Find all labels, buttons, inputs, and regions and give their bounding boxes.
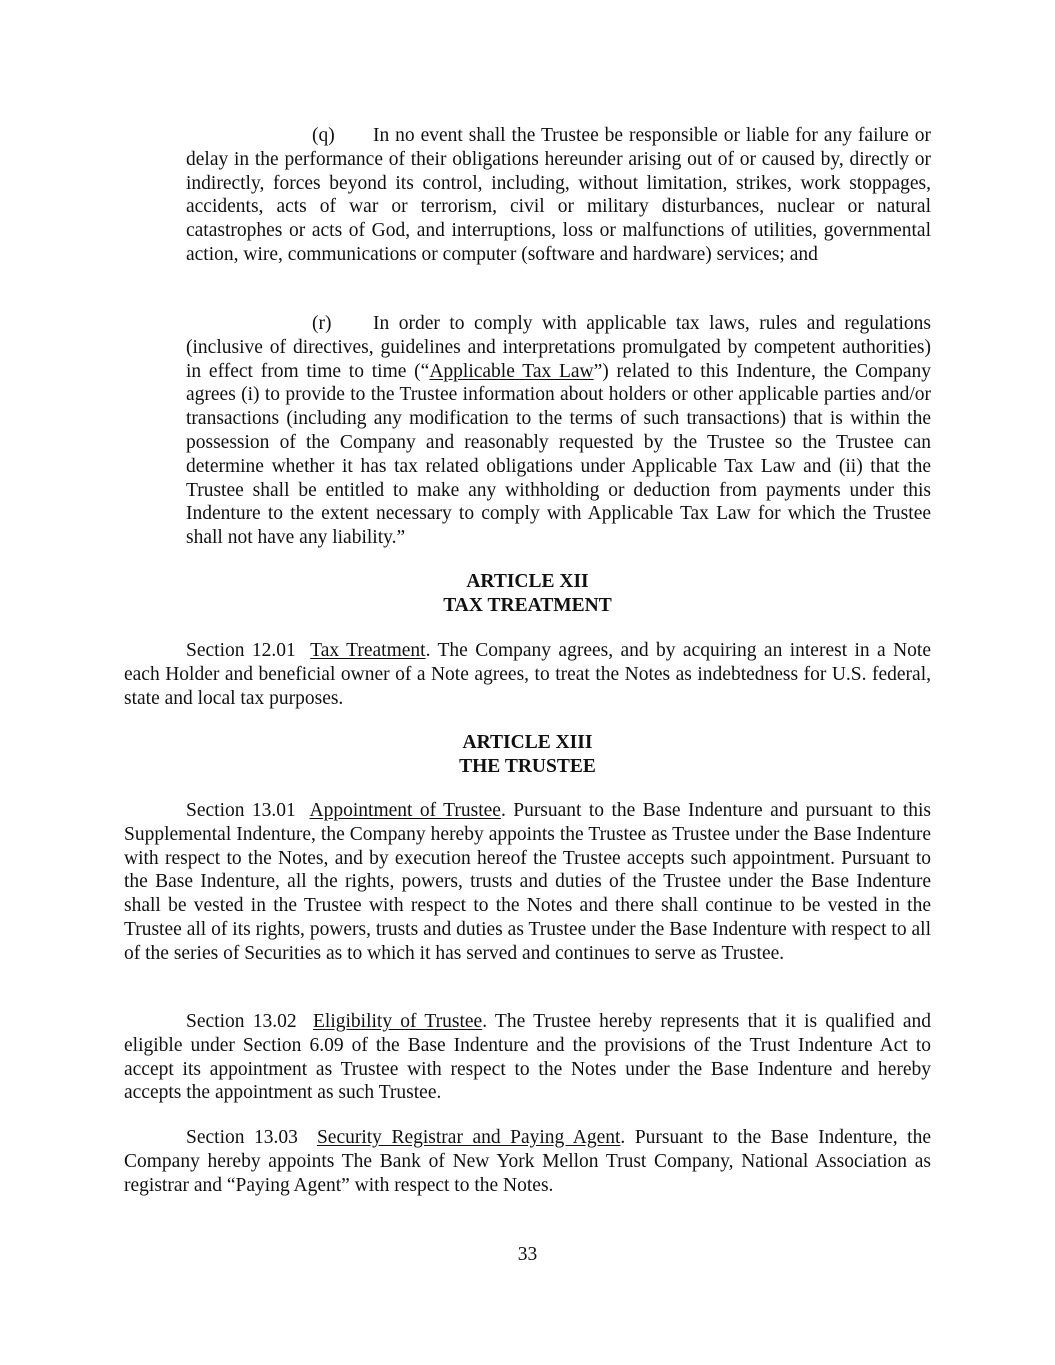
page-number: 33 bbox=[517, 1244, 538, 1265]
section-13-03-caption: Security Registrar and Paying Agent bbox=[316, 1127, 621, 1148]
section-13-01-text: . Pursuant to the Base Indenture and pursuant to this Supplemental Indenture, the Company hereby appoints the Trustee as Trustee under the Base Indenture with respect to the Notes, and by execution hereof the Trustee accepts such appointment. Pursuant to the Base Indenture, all the rights, powers, trusts and duties of the Trustee under the Base Indenture shall be vested in the Trustee with respect to the Notes and there shall continue to be vested in the Trustee all of its rights, powers, trusts and duties as Trustee under the Base Indenture with respect to all of the series of Securities as to which it has served and continues to serve as Trustee. bbox=[124, 800, 931, 964]
section-13-02 bbox=[124, 1010, 931, 1105]
section-12-01 bbox=[124, 639, 931, 710]
section-12-01-text: . The Company agrees, and by acquiring an interest in a Note each Holder and beneficial owner of a Note agrees, to treat the Notes as indebtedness for U.S. federal, state and local tax purposes. bbox=[124, 640, 931, 709]
article-xii-title: TAX TREATMENT bbox=[443, 595, 612, 616]
section-13-01-caption: Appointment of Trustee bbox=[309, 800, 501, 821]
article-xii-heading bbox=[124, 570, 931, 618]
paragraph-q bbox=[186, 124, 931, 267]
paragraph-q-label: (q) bbox=[312, 125, 335, 146]
paragraph-r bbox=[186, 312, 931, 550]
paragraph-r-label: (r) bbox=[312, 313, 332, 334]
article-xiii-number: ARTICLE XIII bbox=[462, 732, 593, 753]
paragraph-r-text-2: ”) related to this Indenture, the Company agrees (i) to provide to the Trustee information about holders or other applicable parties and/or transactions (including any modification to the terms of such transactions) that is within the possession of the Company and reasonably requested by the Trustee so the Trustee can determine whether it has tax related obligations under Applicable Tax Law and (ii) that the Trustee shall be entitled to make any withholding or deduction from payments under this Indenture to the extent necessary to comply with Applicable Tax Law for which the Trustee shall not have any liability.” bbox=[186, 360, 931, 549]
section-12-01-caption: Tax Treatment bbox=[310, 640, 426, 661]
section-12-01-number: Section 12.01 bbox=[186, 640, 296, 661]
paragraph-r-text-1: In order to comply with applicable tax laws, rules and regulations (inclusive of directives, guidelines and interpretations promulgated by competent authorities) in effect from time to time (“ bbox=[186, 313, 931, 382]
section-13-02-caption: Eligibility of Trustee bbox=[313, 1011, 483, 1032]
article-xiii-heading bbox=[124, 731, 931, 779]
defined-term-applicable-tax-law: Applicable Tax Law bbox=[429, 360, 594, 382]
section-13-02-text: . The Trustee hereby represents that it is qualified and eligible under Section 6.09 of the Base Indenture and the provisions of the Trust Indenture Act to accept its appointment as Trustee with respect to the Notes under the Base Indenture and hereby accepts the appointment as such Trustee. bbox=[124, 1011, 931, 1104]
section-13-03 bbox=[124, 1126, 931, 1197]
section-13-03-text: . Pursuant to the Base Indenture, the Company hereby appoints The Bank of New York Mellon Trust Company, National Association as registrar and “Paying Agent” with respect to the Notes. bbox=[124, 1127, 931, 1196]
article-xii-number: ARTICLE XII bbox=[466, 571, 589, 592]
section-13-02-number: Section 13.02 bbox=[186, 1011, 297, 1032]
section-13-01-number: Section 13.01 bbox=[186, 800, 296, 821]
section-13-03-number: Section 13.03 bbox=[186, 1127, 298, 1148]
paragraph-q-text: In no event shall the Trustee be responsible or liable for any failure or delay in the performance of their obligations hereunder arising out of or caused by, directly or indirectly, forces beyond its control, including, without limitation, strikes, work stoppages, accidents, acts of war or terrorism, civil or military disturbances, nuclear or natural catastrophes or acts of God, and interruptions, loss or malfunctions of utilities, governmental action, wire, communications or computer (software and hardware) services; and bbox=[186, 125, 931, 265]
article-xiii-title: THE TRUSTEE bbox=[459, 756, 596, 777]
section-13-01 bbox=[124, 799, 931, 966]
